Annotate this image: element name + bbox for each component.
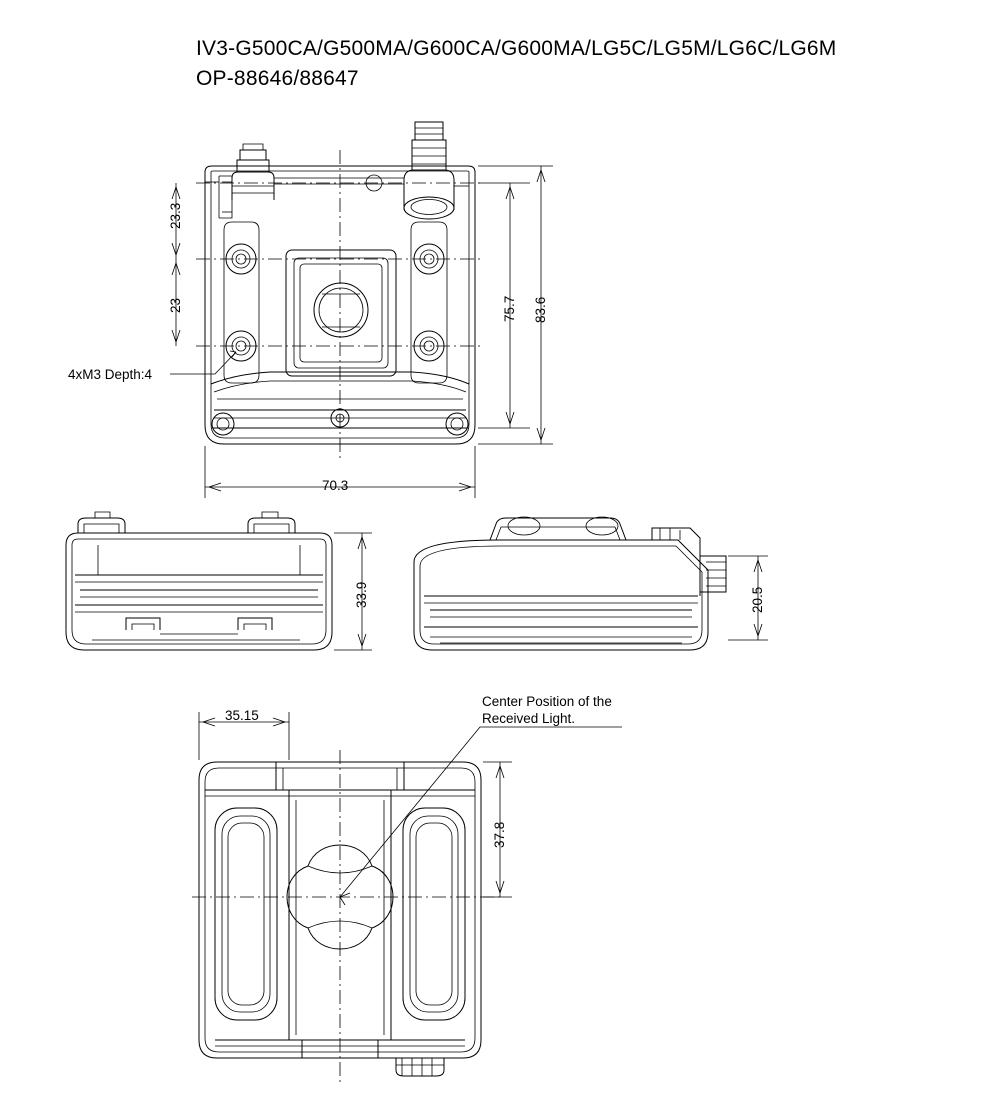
top-view-geometry — [66, 512, 372, 650]
dim-37-8-label: 37.8 — [492, 821, 507, 848]
dim-75-7-label: 75.7 — [502, 295, 517, 322]
dim-83-6-label: 83.6 — [533, 296, 548, 323]
title-line-2: OP-88646/88647 — [196, 67, 359, 90]
callout-center-position-line2: Received Light. — [482, 711, 576, 726]
front-view-geometry — [170, 122, 553, 498]
dim-23-3-label: 23.3 — [168, 202, 183, 229]
dim-33-9-label: 33.9 — [354, 581, 369, 608]
callout-center-position-line1: Center Position of the — [482, 694, 612, 709]
callout-center-position-label — [482, 693, 612, 727]
title-line-1: IV3-G500CA/G500MA/G600CA/G600MA/LG5C/LG5M/LG6C/LG6M — [196, 37, 837, 60]
callout-4xm3-label: 4xM3 Depth:4 — [68, 367, 153, 382]
dim-20-5-label: 20.5 — [750, 586, 765, 613]
side-view-geometry — [414, 517, 768, 650]
dim-35-15-label: 35.15 — [225, 708, 259, 723]
dim-23-label: 23 — [168, 297, 183, 313]
bottom-view-geometry — [192, 712, 622, 1085]
dim-70-3-label: 70.3 — [322, 478, 349, 493]
